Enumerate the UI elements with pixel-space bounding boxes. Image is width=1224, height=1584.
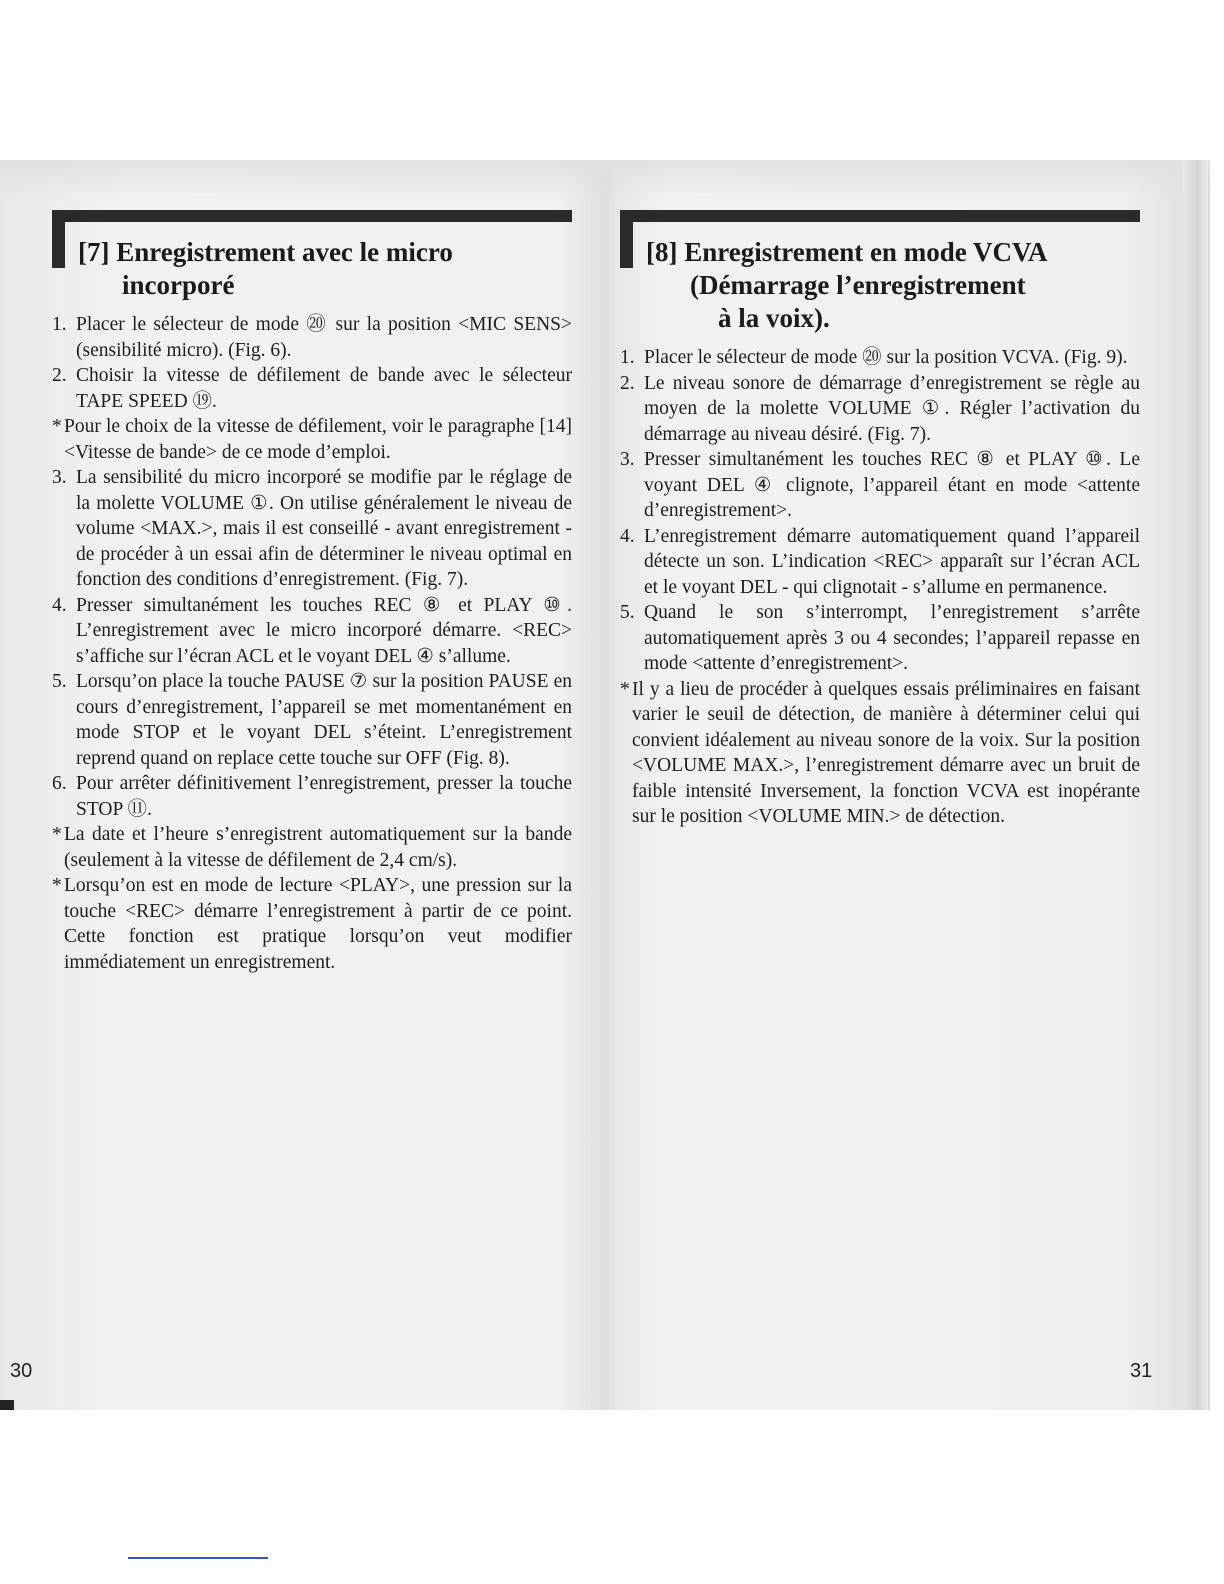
scan-mark: [0, 1400, 14, 1410]
page-number-right: 31: [1130, 1360, 1153, 1382]
note-text: La date et l’heure s’enregistrent automatiquement sur la bande (seulement à la vitesse de défilement de 2,4 cm/s).: [64, 824, 572, 871]
title-line-1: Enregistrement en mode VCVA: [684, 237, 1048, 267]
list-item: [620, 447, 1140, 524]
section-title: [646, 236, 1140, 335]
item-marker: 3.: [620, 449, 635, 470]
note-item: [620, 677, 1140, 830]
item-marker: 4.: [52, 594, 67, 616]
section-number: [7]: [78, 237, 110, 267]
item-text: Presser simultanément les touches REC ⑧ et PLAY ⑩. L’enregistrement avec le micro incorporé démarre. <REC> s’affiche sur l’écran ACL et le voyant DEL ④ s’allume.: [76, 594, 572, 667]
list-item: [620, 524, 1140, 601]
page-edge: [1182, 160, 1208, 1410]
section-title: [78, 236, 572, 302]
list-item: [52, 771, 572, 822]
note-text: Pour le choix de la vitesse de défilement, voir le paragraphe [14] <Vitesse de bande> de ce mode d’emploi.: [64, 416, 572, 463]
item-text: L’enregistrement démarre automatiquement quand l’appareil détecte un son. L’indication <REC> apparaît sur l’écran ACL et le voyant DEL - qui clignotait - s’allume en permanence.: [644, 525, 1140, 598]
item-marker: 6.: [52, 773, 67, 794]
list-item: [620, 600, 1140, 677]
note-marker: *: [52, 416, 62, 437]
item-marker: 5.: [620, 602, 635, 623]
note-text: Il y a lieu de procéder à quelques essais préliminaires en faisant varier le seuil de détection, de manière à déterminer celui qui convient idéalement au niveau sonore de la voix. Sur la position <VOLUME MAX.>, l’enregistrement démarre avec un bruit de faible intensité Inversement, la fonction VCVA est inopérante sur le position <VOLUME MIN.> de détection.: [632, 678, 1140, 827]
item-text: La sensibilité du micro incorporé se modifie par le réglage de la molette VOLUME ①. On utilise généralement le niveau de volume <MAX.>, mais il est conseillé - avant enregistrement - de procéder à un essai afin de déterminer le niveau optimal en fonction des conditions d’enregistrement. (Fig. 7).: [76, 467, 572, 590]
title-line-2: incorporé: [122, 270, 235, 300]
item-text: Lorsqu’on place la touche PAUSE ⑦ sur la position PAUSE en cours d’enregistrement, l’appareil se met momentanément en mode STOP et le voyant DEL s’éteint. L’enregistrement reprend quand on replace cette touche sur OFF (Fig. 8).: [76, 671, 572, 769]
list-item: [620, 345, 1140, 371]
item-marker: 5.: [52, 671, 67, 692]
note-text: Lorsqu’on est en mode de lecture <PLAY>, une pression sur la touche <REC> démarre l’enregistrement à partir de ce point. Cette fonction est pratique lorsqu’on veut modifier immédiatement un enregistrement.: [64, 875, 572, 973]
item-marker: 1.: [620, 347, 635, 368]
title-line-2: (Démarrage l’enregistrement: [690, 270, 1026, 300]
list-item: [52, 669, 572, 771]
note-item: [52, 822, 572, 873]
list-item: [52, 593, 572, 670]
item-text: Quand le son s’interrompt, l’enregistrement s’arrête automatiquement après 3 ou 4 secondes; l’appareil repasse en mode <attente d’enregistrement>.: [644, 602, 1140, 674]
item-marker: 1.: [52, 314, 67, 335]
item-text: Le niveau sonore de démarrage d’enregistrement se règle au moyen de la molette VOLUME ①. Régler l’activation du démarrage au niveau désiré. (Fig. 7).: [644, 372, 1140, 445]
footer-line: [128, 1557, 268, 1559]
left-page: [52, 210, 572, 975]
section-number: [8]: [646, 237, 678, 267]
item-marker: 3.: [52, 467, 67, 488]
note-item: [52, 873, 572, 975]
item-text: Presser simultanément les touches REC ⑧ et PLAY ⑩. Le voyant DEL ④ clignote, l’appareil étant en mode <attente d’enregistrement>.: [644, 449, 1140, 521]
right-page: [620, 210, 1140, 830]
instruction-list: [52, 312, 572, 975]
list-item: [52, 363, 572, 414]
list-item: [52, 465, 572, 593]
item-text: Placer le sélecteur de mode ⑳ sur la position VCVA. (Fig. 9).: [644, 347, 1128, 368]
section-header: [620, 210, 1140, 335]
item-text: Choisir la vitesse de défilement de bande avec le sélecteur TAPE SPEED ⑲.: [76, 365, 572, 412]
note-item: [52, 414, 572, 465]
item-marker: 2.: [620, 372, 635, 394]
item-marker: 4.: [620, 525, 635, 547]
title-line-1: Enregistrement avec le micro: [116, 237, 453, 267]
title-line-3: à la voix).: [718, 303, 830, 333]
note-marker: *: [52, 824, 62, 845]
note-marker: *: [620, 678, 630, 700]
item-marker: 2.: [52, 365, 67, 386]
item-text: Pour arrêter définitivement l’enregistrement, presser la touche STOP ⑪.: [76, 773, 572, 820]
item-text: Placer le sélecteur de mode ⑳ sur la position <MIC SENS> (sensibilité micro). (Fig. 6).: [76, 314, 572, 361]
note-marker: *: [52, 875, 62, 896]
list-item: [52, 312, 572, 363]
page-number-left: 30: [10, 1360, 33, 1382]
section-header: [52, 210, 572, 302]
instruction-list: [620, 345, 1140, 830]
list-item: [620, 371, 1140, 448]
